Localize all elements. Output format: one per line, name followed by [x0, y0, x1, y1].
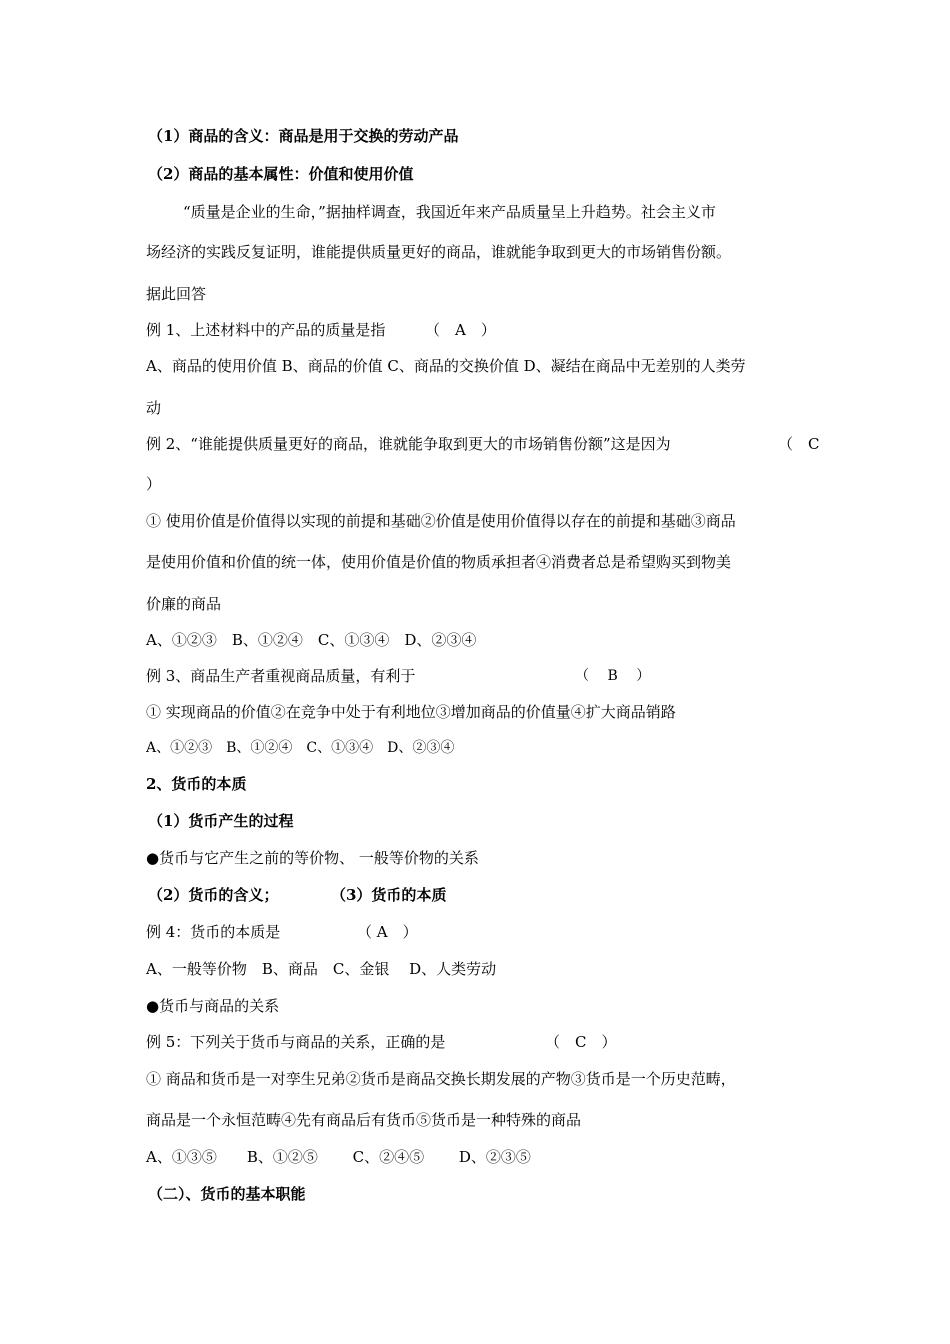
example-2-options: A、①②③ B、①②④ C、①③④ D、②③④ — [146, 631, 477, 649]
paragraph-line: 场经济的实践反复证明，谁能提供质量更好的商品，谁就能争取到更大的市场销售份额。 — [146, 243, 732, 261]
example-1-answer: （ A ） — [425, 321, 496, 339]
example-1-options-cont: 动 — [146, 399, 162, 417]
example-3-options: A、①②③ B、①②④ C、①③④ D、②③④ — [146, 740, 455, 756]
bullet-line: ●货币与它产生之前的等价物、 一般等价物的关系 — [146, 849, 479, 867]
example-5-question: 例 5：下列关于货币与商品的关系，正确的是 — [146, 1033, 446, 1051]
section-money-functions: （二）、货币的基本职能 — [148, 1185, 306, 1203]
paragraph-line: “质量是企业的生命，”据抽样调查，我国近年来产品质量呈上升趋势。社会主义市 — [183, 203, 716, 221]
example-3-answer: （ B ） — [575, 668, 651, 684]
example-3-question: 例 3、商品生产者重视商品质量，有利于 — [146, 667, 416, 685]
heading-money-origin: （1）货币产生的过程 — [148, 812, 294, 830]
example-4-options: A、一般等价物 B、商品 C、金银 D、人类劳动 — [146, 960, 497, 978]
example-3-statements: ① 实现商品的价值②在竞争中处于有利地位③增加商品的价值量④扩大商品销路 — [146, 703, 676, 721]
example-5-statements-cont: 商品是一个永恒范畴④先有商品后有货币⑤货币是一种特殊的商品 — [146, 1111, 582, 1129]
heading-money-nature: （3）货币的本质 — [331, 886, 447, 904]
example-2-statements: ① 使用价值是价值得以实现的前提和基础②价值是使用价值得以存在的前提和基础③商品 — [146, 512, 736, 530]
heading-commodity-meaning: （1）商品的含义：商品是用于交换的劳动产品 — [148, 127, 459, 145]
paragraph-line: 据此回答 — [146, 285, 207, 303]
example-5-answer: （ C ） — [545, 1033, 617, 1051]
example-2-answer: （ C — [778, 435, 820, 453]
example-1-question: 例 1、上述材料中的产品的质量是指 — [146, 321, 386, 339]
example-1-options: A、商品的使用价值 B、商品的价值 C、商品的交换价值 D、凝结在商品中无差别的人类劳 — [146, 357, 746, 375]
bullet-line: ●货币与商品的关系 — [146, 997, 280, 1015]
example-2-question: 例 2、“谁能提供质量更好的商品，谁就能争取到更大的市场销售份额”这是因为 — [146, 435, 671, 453]
heading-money-meaning: （2）货币的含义； — [148, 886, 279, 904]
example-2-question-cont: ） — [146, 475, 162, 493]
section-money-essence: 2、货币的本质 — [146, 775, 247, 793]
heading-commodity-attributes: （2）商品的基本属性：价值和使用价值 — [148, 165, 414, 183]
example-4-question: 例 4：货币的本质是 — [146, 923, 281, 941]
example-4-answer: （ A ） — [357, 923, 418, 941]
example-5-options: A、①③⑤ B、①②⑤ C、②④⑤ D、②③⑤ — [146, 1148, 531, 1166]
example-5-statements: ① 商品和货币是一对孪生兄弟②货币是商品交换长期发展的产物③货币是一个历史范畴， — [146, 1070, 736, 1088]
example-2-statements-cont: 是使用价值和价值的统一体，使用价值是价值的物质承担者④消费者总是希望购买到物美 — [146, 553, 732, 571]
example-2-statements-cont: 价廉的商品 — [146, 595, 222, 613]
